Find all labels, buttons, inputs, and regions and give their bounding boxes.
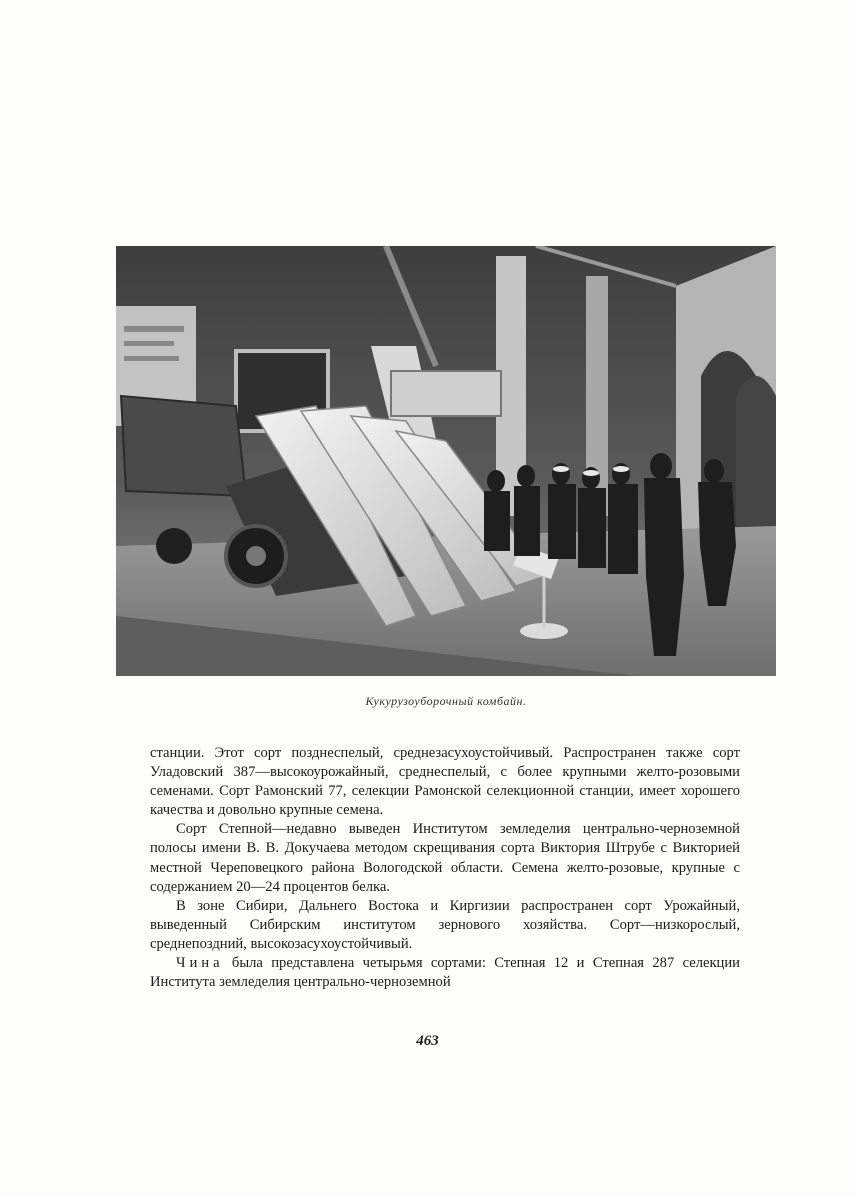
paragraph (150, 954, 740, 992)
paragraph-rest: была представлена четырьмя сортами: Степная 12 и Степная 287 селекции Института земледелия центрально-черноземной (150, 955, 740, 991)
page-number: 463 (416, 1033, 439, 1049)
paragraph: станции. Этот сорт позднеспелый, среднезасухоустойчивый. Распространен также сорт Уладовский 387—высокоурожайный, среднеспелый, с более крупными желто-розовыми семенами. Сорт Рамонский 77, селекции Рамонской селекционной станции, имеет хорошего качества и довольно крупные семена. (150, 745, 740, 819)
combine-harvester-photo (116, 246, 776, 676)
figure-caption: Кукурузоуборочный комбайн. (365, 694, 527, 708)
paragraph: В зоне Сибири, Дальнего Востока и Киргизии распространен сорт Урожайный, выведенный Сибирским институтом зернового хозяйства. Сорт—низкорослый, среднепоздний, высокозасухоустойчивый. (150, 897, 740, 952)
photo-illustration (116, 246, 776, 676)
paragraph: Сорт Степной—недавно выведен Институтом земледелия центрально-черноземной полосы имени В. В. Докучаева методом скрещивания сорта Виктория Штрубе с Викторией местной Череповецкого района Вологодской области. Семена желто-розовые, крупные с содержанием 20—24 процентов белка. (150, 821, 740, 895)
paragraph-lead-word: Чина (176, 955, 224, 972)
body-text (150, 744, 740, 992)
